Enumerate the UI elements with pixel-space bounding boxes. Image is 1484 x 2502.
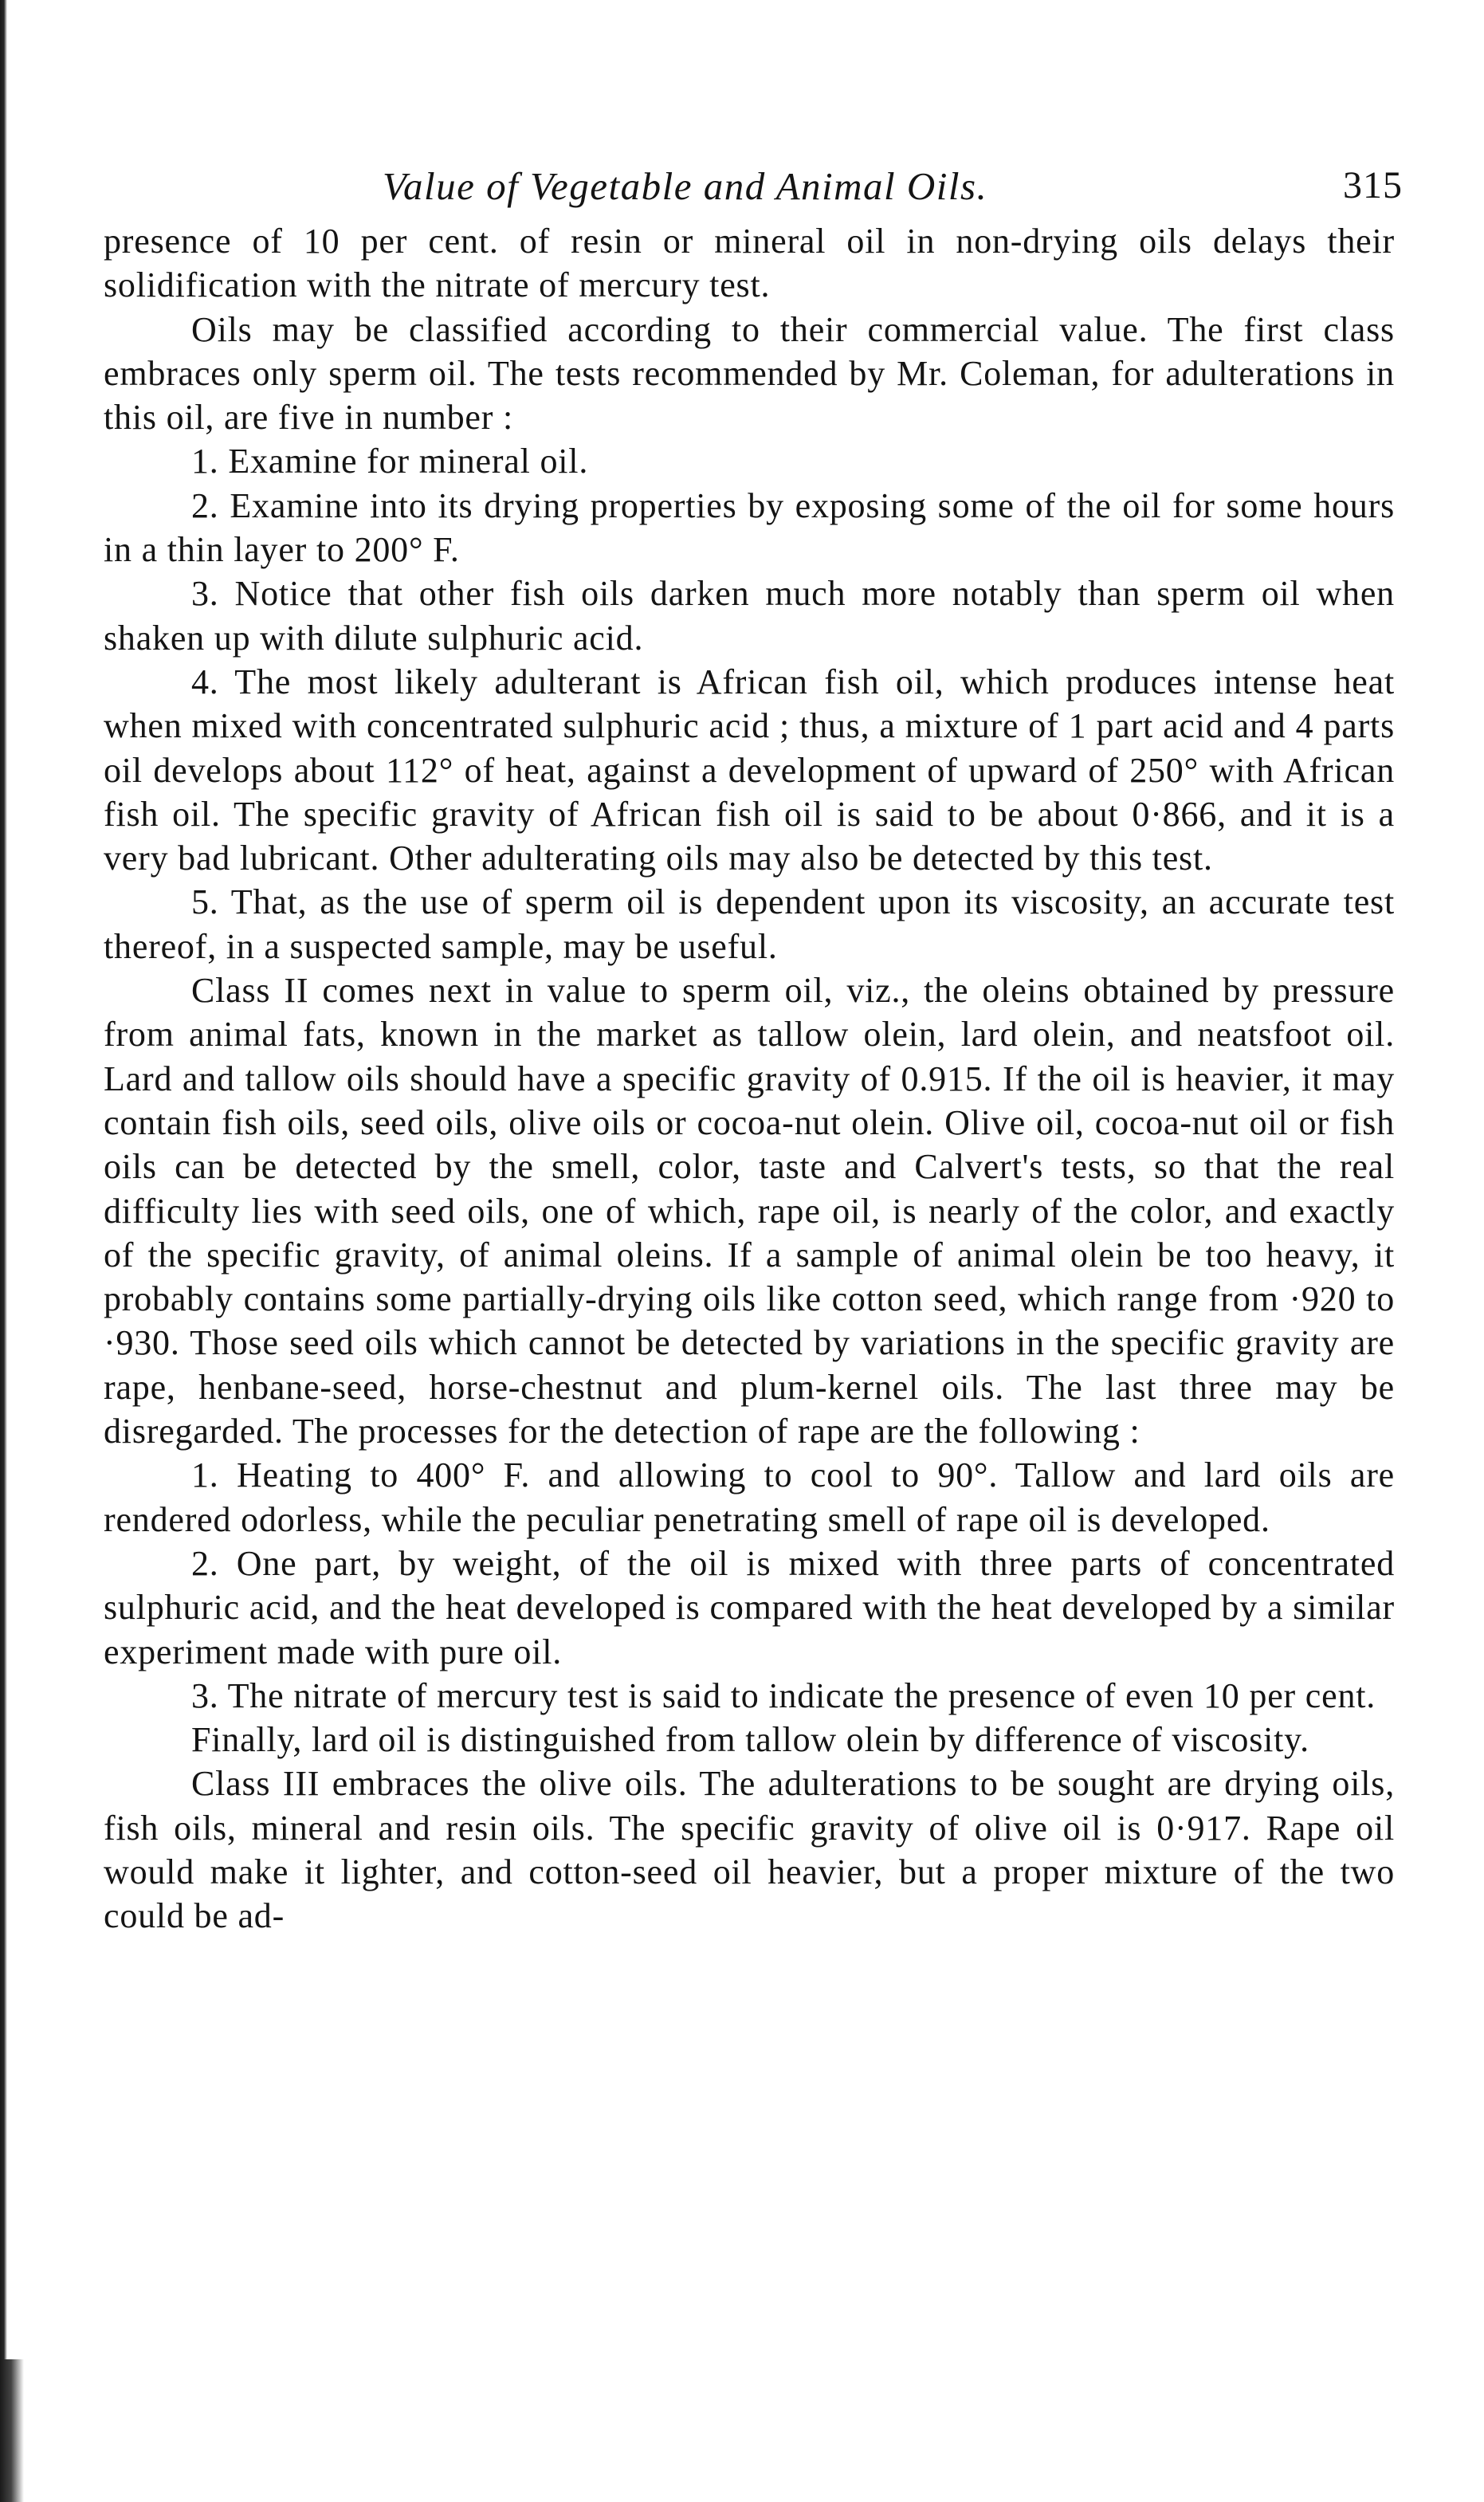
page-binding-edge [0,0,7,2502]
body-text [104,219,1395,1938]
page-number: 315 [1343,164,1403,206]
running-head [104,163,1403,219]
list-item-sperm-test-4: 4. The most likely adulterant is African fish oil, which produces intense heat when mixed with concentrated sulphuric acid ; thus, a mixture of 1 part acid and 4 parts oil develops about 112° of heat, against a development of upward of 250° with African fish oil. The specific gravity of African fish oil is said to be about 0·866, and it is a very bad lubricant. Other adulterating oils may also be detected by this test. [104,662,1395,878]
paragraph-classification: Oils may be classified according to their commercial value. The first class embraces only sperm oil. The tests recommended by Mr. Coleman, for adulterations in this oil, are five in number : [104,309,1395,438]
book-page [104,163,1403,1938]
list-item-rape-test-1: 1. Heating to 400° F. and allowing to cool to 90°. Tallow and lard oils are rendered odorless, while the peculiar penetrating smell of rape oil is developed. [104,1455,1395,1539]
list-item-sperm-test-1: 1. Examine for mineral oil. [191,442,589,481]
list-item-sperm-test-2: 2. Examine into its drying properties by exposing some of the oil for some hours in a thin layer to 200° F. [104,485,1395,570]
paragraph-class-two: Class II comes next in value to sperm oil, viz., the oleins obtained by pressure from animal fats, known in the market as tallow olein, lard olein, and neatsfoot oil. Lard and tallow oils should have a specific gravity of 0.915. If the oil is heavier, it may contain fish oils, seed oils, olive oils or cocoa-nut olein. Olive oil, cocoa-nut oil or fish oils can be detected by the smell, color, taste and Calvert's tests, so that the real difficulty lies with seed oils, one of which, rape oil, is nearly of the color, and exactly of the specific gravity, of animal oleins. If a sample of animal olein be too heavy, it probably contains some partially-drying oils like cotton seed, which range from ·920 to ·930. Those seed oils which cannot be detected by variations in the specific gravity are rape, henbane-seed, horse-chestnut and plum-kernel oils. The last three may be disregarded. The processes for the detection of rape are the following : [104,971,1395,1451]
list-item-rape-test-3: 3. The nitrate of mercury test is said to indicate the presence of even 10 per cent. [191,1675,1376,1715]
paragraph-class-three: Class III embraces the olive oils. The adulterations to be sought are drying oils, fish oils, mineral and resin oils. The specific gravity of olive oil is 0·917. Rape oil would make it lighter, and cotton-seed oil heavier, but a proper mixture of the two could be ad- [104,1764,1395,1936]
running-title: Value of Vegetable and Animal Oils. [383,164,988,208]
paragraph-lard-viscosity: Finally, lard oil is distinguished from tallow olein by difference of viscosity. [191,1720,1309,1760]
list-item-sperm-test-5: 5. That, as the use of sperm oil is dependent upon its viscosity, an accurate test thereof, in a suspected sample, may be useful. [104,882,1395,966]
page-binding-shadow [0,2359,24,2502]
list-item-sperm-test-3: 3. Notice that other fish oils darken much more notably than sperm oil when shaken up with dilute sulphuric acid. [104,574,1395,658]
paragraph-continuation: presence of 10 per cent. of resin or mineral oil in non-drying oils delays their solidification with the nitrate of mercury test. [104,222,1395,305]
list-item-rape-test-2: 2. One part, by weight, of the oil is mixed with three parts of concentrated sulphuric acid, and the heat developed is compared with the heat developed by a similar experiment made with pure oil. [104,1543,1395,1671]
